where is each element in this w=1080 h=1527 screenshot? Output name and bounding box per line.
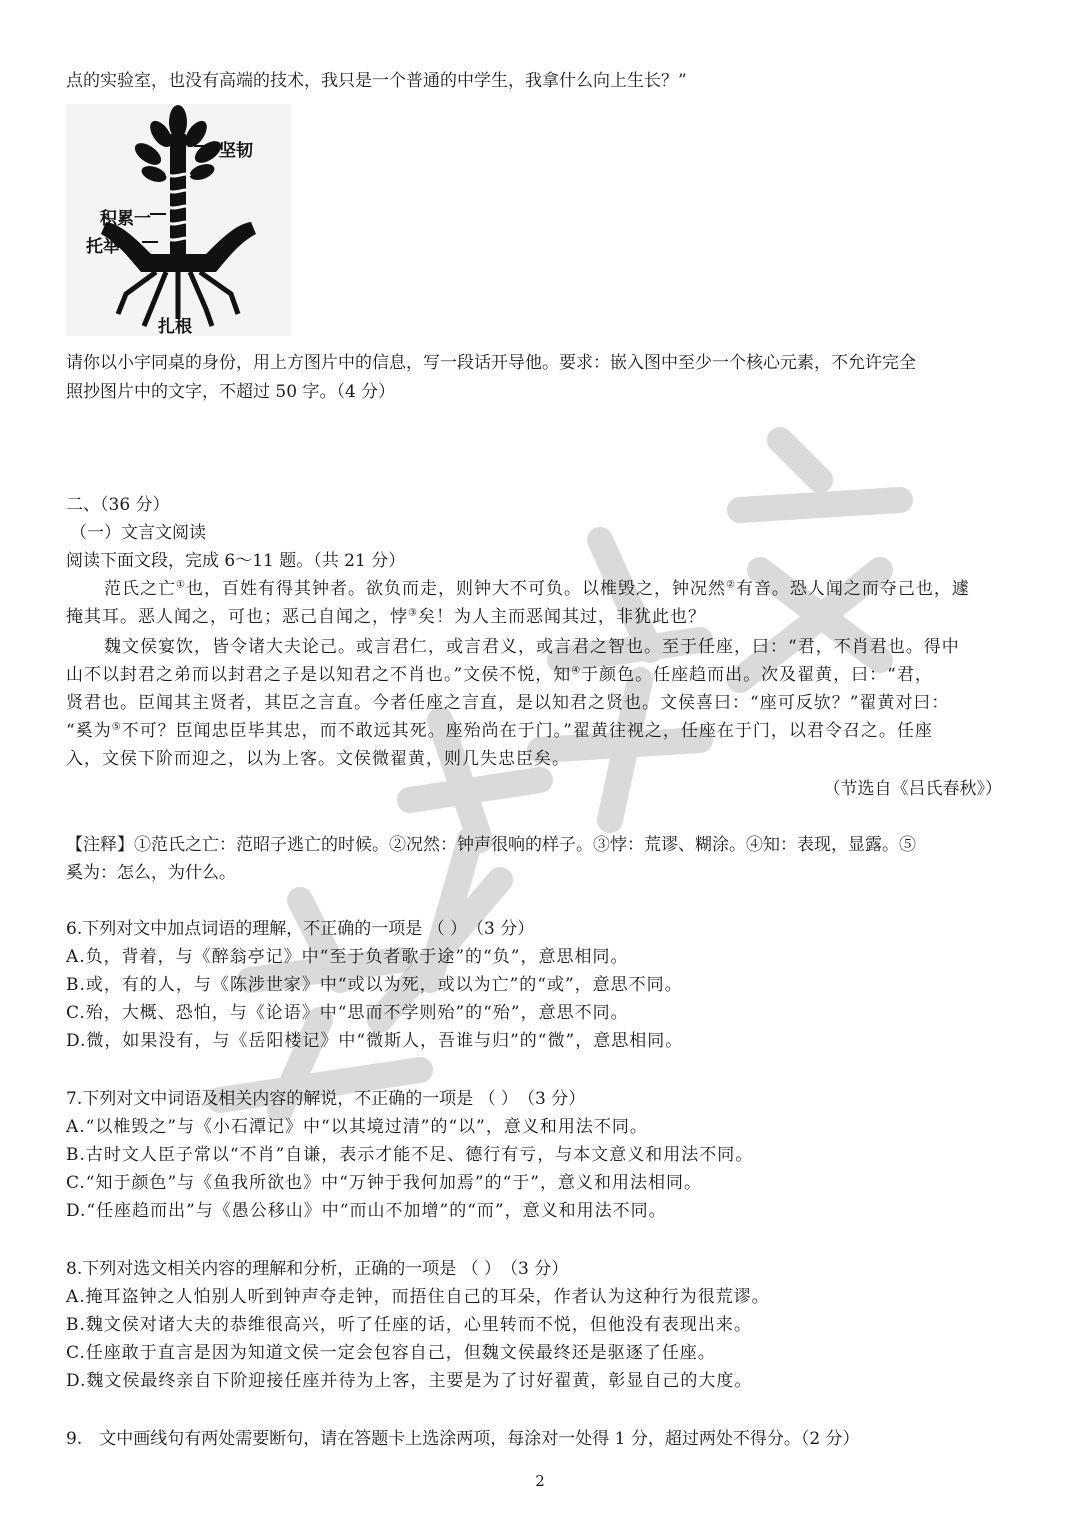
passage-source: （节选自《吕氏春秋》）: [823, 779, 1002, 799]
subsection-title: （一）文言文阅读: [70, 523, 206, 543]
note-ref-1: ①: [176, 579, 186, 591]
q7-option-a: A.“以椎毁之”与《小石潭记》中“以其境过清”的“以”，意义和用法不同。: [66, 1117, 648, 1137]
q6-stem: 6.下列对文中加点词语的理解，不正确的一项是 （ ） （3 分）: [66, 919, 535, 939]
passage-p2-line-4: “奚为⑤不可？臣闻忠臣毕其忠，而不敢远其死。座殆尚在于门。”翟黄往视之，任座在于门，以君令召之。任座: [66, 721, 933, 741]
intro-line: 点的实验室，也没有高端的技术，我只是一个普通的中学生，我拿什么向上生长？”: [66, 71, 687, 91]
passage-p1-line-2: 掩其耳。恶人闻之，可也；恶己自闻之，悖③矣！为人主而恶闻其过，非犹此也？: [66, 607, 706, 627]
label-tuoju: 托举一: [86, 237, 137, 257]
page-number: 2: [535, 1472, 545, 1490]
q8-option-d: D.魏文侯最终亲自下阶迎接任座并待为上客，主要是为了讨好翟黄，彰显自己的大度。: [66, 1371, 753, 1391]
q7-option-b: B.古时文人臣子常以“不肖”自谦，表示才能不足、德行有亏，与本文意义和用法不同。: [66, 1145, 754, 1165]
q8-stem: 8.下列对选文相关内容的理解和分析，正确的一项是 （ ） （3 分）: [66, 1259, 569, 1279]
section-header: 二、（36 分）: [66, 495, 170, 515]
note-ref-2: ②: [725, 579, 736, 591]
q9-stem: 9. 文中画线句有两处需要断句，请在答题卡上选涂两项，每涂对一处得 1 分，超过两处不得分。（2 分）: [66, 1429, 860, 1449]
q6-option-c: C.殆，大概、恐怕，与《论语》中“思而不学则殆”的“殆”，意思不同。: [66, 1003, 629, 1023]
q8-option-a: A.掩耳盗钟之人怕别人听到钟声夺走钟，而捂住自己的耳朵，作者认为这种行为很荒谬。: [66, 1287, 770, 1307]
q6-option-b: B.或，有的人，与《陈涉世家》中“或以为死，或以为亡”的“或”，意思不同。: [66, 975, 683, 995]
notes-line-1: 【注释】①范氏之亡：范昭子逃亡的时候。②况然：钟声很响的样子。③悖：荒谬、糊涂。④知：表现，显露。⑤: [66, 835, 916, 855]
q7-stem: 7.下列对文中词语及相关内容的解说，不正确的一项是 （ ） （3 分）: [66, 1089, 586, 1109]
note-ref-4: ④: [571, 665, 582, 677]
q8-option-c: C.任座敢于直言是因为知道文侯一定会包容自己，但魏文侯最终还是驱逐了任座。: [66, 1343, 716, 1363]
label-jilei: 积累一: [100, 209, 151, 229]
note-ref-5: ⑤: [111, 721, 122, 733]
note-ref-3: ③: [408, 607, 418, 619]
reading-instruction: 阅读下面文段，完成 6～11 题。（共 21 分）: [66, 551, 406, 571]
label-zhagen: 扎根: [158, 317, 192, 337]
passage-p1-line-1: 范氏之亡①也，百姓有得其钟者。欲负而走，则钟大不可负。以椎毁之，钟况然②有音。恐人闻之而夺己也，遽: [104, 579, 970, 599]
q6-option-a: A.负，背着，与《醉翁亭记》中“至于负者歌于途”的“负”，意思相同。: [66, 947, 629, 967]
task-line-2: 照抄图片中的文字，不超过 50 字。（4 分）: [66, 382, 396, 402]
passage-p2-line-3: 贤君也。臣闻其主贤者，其臣之言直。今者任座之言直，是以知君之贤也。文侯喜曰：“座可反欤？”翟黄对曰：: [66, 693, 950, 713]
passage-p2-line-1: 魏文侯宴饮，皆令诸大夫论己。或言君仁，或言君义，或言君之智也。至于任座，曰：“君，不肖君也。得中: [104, 637, 960, 657]
q7-option-c: C.“知于颜色”与《鱼我所欲也》中“万钟于我何加焉”的“于”，意义和用法相同。: [66, 1173, 702, 1193]
q6-option-d: D.微，如果没有，与《岳阳楼记》中“微斯人，吾谁与归”的“微”，意思相同。: [66, 1031, 684, 1051]
passage-p2-line-5: 入，文侯下阶而迎之，以为上客。文侯微翟黄，则几失忠臣矣。: [66, 749, 570, 769]
tree-figure: [66, 104, 291, 336]
q8-option-b: B.魏文侯对诸大夫的恭维很高兴，听了任座的话，心里转而不悦，但他没有表现出来。: [66, 1315, 752, 1335]
passage-p2-line-2: 山不以封君之弟而以封君之子是以知君之不肖也。”文侯不悦，知④于颜色。任座趋而出。次及翟黄，曰：“君，: [66, 665, 933, 685]
task-line-1: 请你以小宇同桌的身份，用上方图片中的信息，写一段话开导他。要求：嵌入图中至少一个核心元素，不允许完全: [66, 353, 916, 373]
notes-line-2: 奚为：怎么，为什么。: [66, 863, 236, 883]
q7-option-d: D.“任座趋而出”与《愚公移山》中“而山不加增”的“而”，意义和用法不同。: [66, 1201, 667, 1221]
label-jianren: 一坚韧: [202, 141, 253, 161]
